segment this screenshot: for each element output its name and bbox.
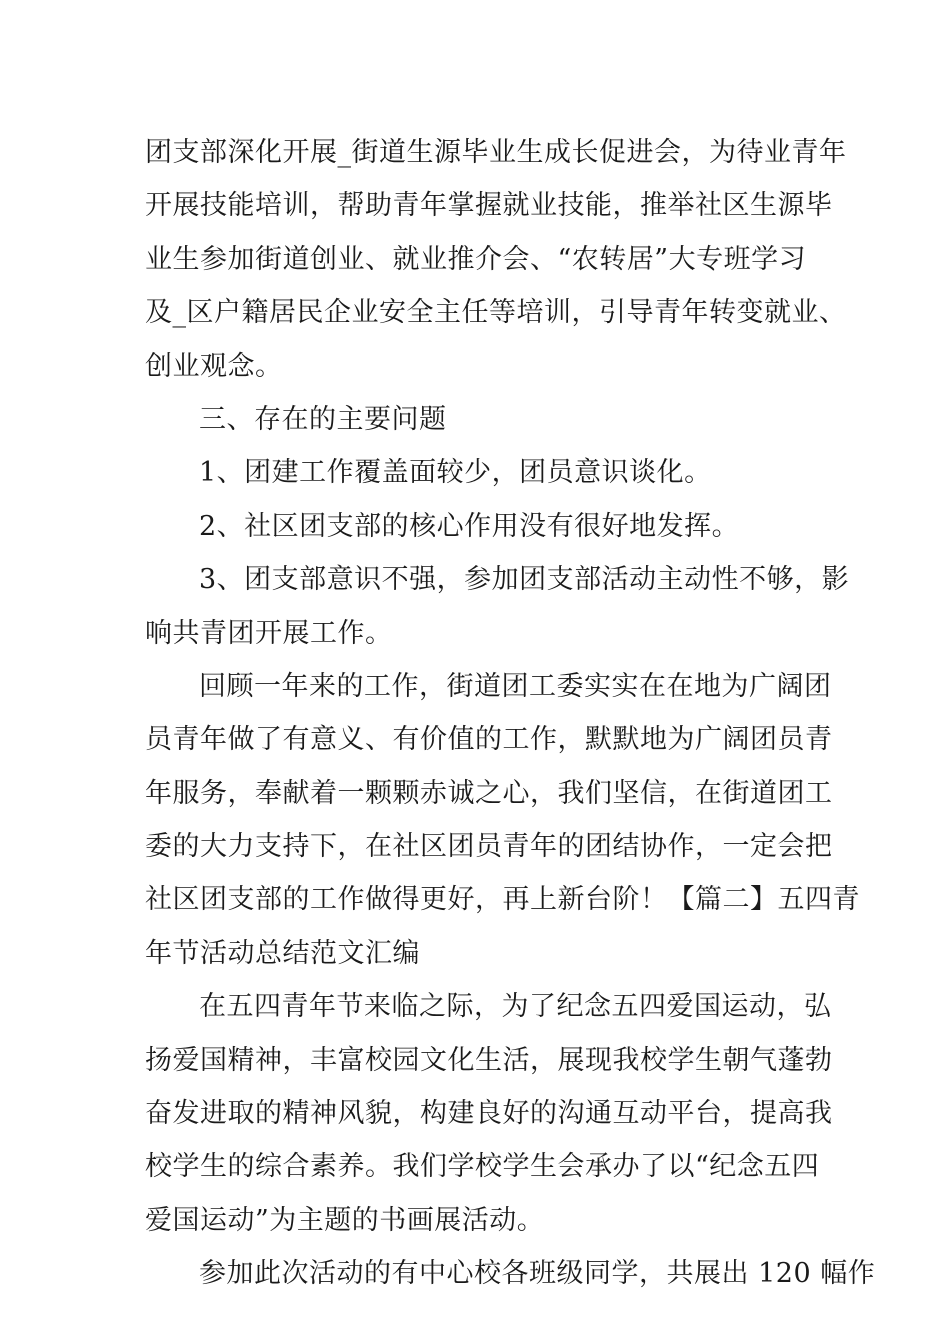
text-line: 创业观念。 xyxy=(145,350,283,382)
paragraph-start: 在五四青年节来临之际，为了纪念五四爱国运动，弘 xyxy=(199,991,832,1023)
paragraph-start: 参加此次活动的有中心校各班级同学，共展出 120 幅作 xyxy=(199,1258,876,1290)
text-line: 委的大力支持下，在社区团员青年的团结协作，一定会把 xyxy=(145,831,833,863)
paragraph-start: 回顾一年来的工作，街道团工委实实在在地为广阔团 xyxy=(199,670,832,702)
text-line: 年节活动总结范文汇编 xyxy=(145,937,420,969)
text-line: 及_区户籍居民企业安全主任等培训，引导青年转变就业、 xyxy=(145,297,847,329)
text-line: 开展技能培训，帮助青年掌握就业技能，推举社区生源毕 xyxy=(145,190,833,222)
section-heading: 三、存在的主要问题 xyxy=(199,403,447,435)
text-line: 业生参加街道创业、就业推介会、“农转居”大专班学习 xyxy=(145,243,807,275)
list-item: 1、团建工作覆盖面较少，团员意识谈化。 xyxy=(199,457,712,489)
text-line: 团支部深化开展_街道生源毕业生成长促进会，为待业青年 xyxy=(145,137,847,168)
text-line: 年服务，奉献着一颗颗赤诚之心，我们坚信，在街道团工 xyxy=(145,777,833,809)
text-line: 员青年做了有意义、有价值的工作，默默地为广阔团员青 xyxy=(145,724,833,756)
list-item: 3、团支部意识不强，参加团支部活动主动性不够，影 xyxy=(199,564,850,596)
text-line: 奋发进取的精神风貌，构建良好的沟通互动平台，提高我 xyxy=(145,1098,833,1130)
text-line: 扬爱国精神，丰富校园文化生活，展现我校学生朝气蓬勃 xyxy=(145,1044,833,1076)
document-body xyxy=(145,126,876,1301)
list-item: 2、社区团支部的核心作用没有很好地发挥。 xyxy=(199,510,740,542)
text-line: 爱国运动”为主题的书画展活动。 xyxy=(145,1204,545,1236)
text-line: 响共青团开展工作。 xyxy=(145,617,393,649)
text-line: 校学生的综合素养。我们学校学生会承办了以“纪念五四 xyxy=(145,1151,820,1183)
text-line: 社区团支部的工作做得更好，再上新台阶！【篇二】五四青 xyxy=(145,884,860,916)
